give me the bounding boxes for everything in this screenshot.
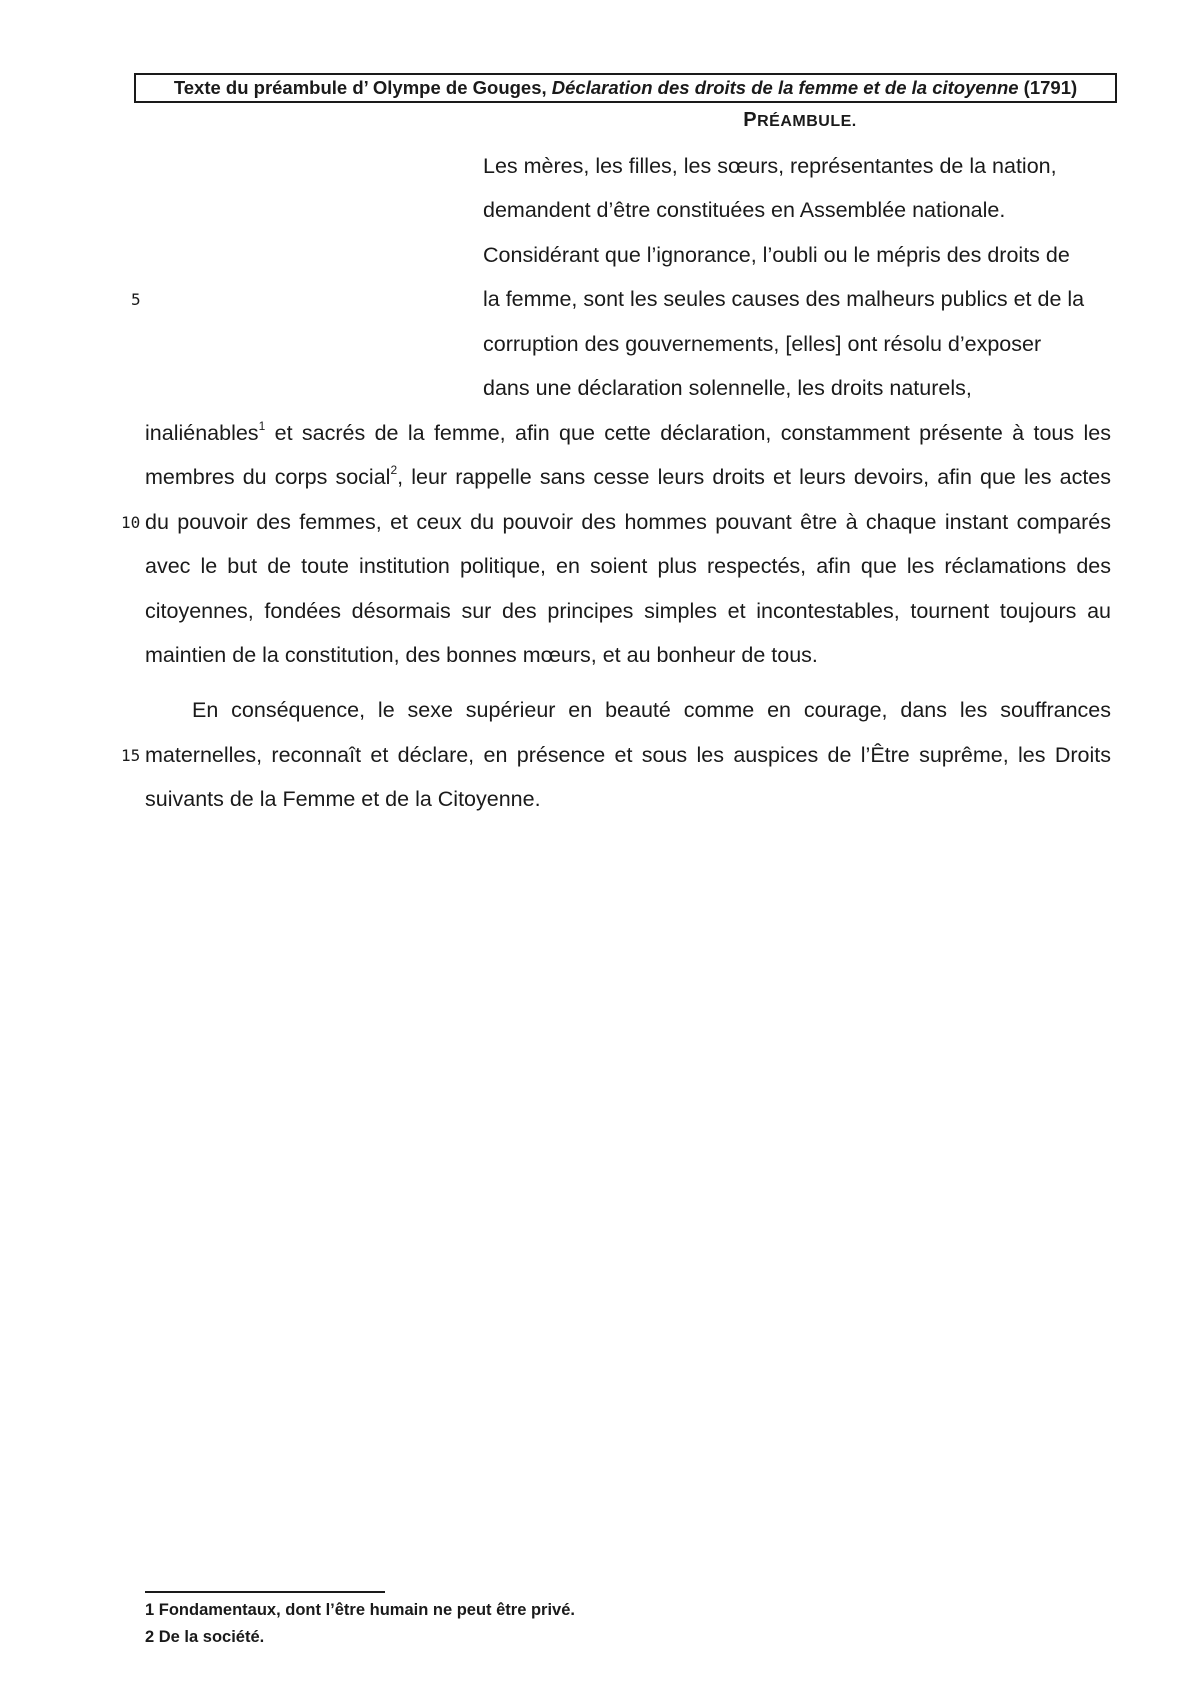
text-line: maintien de la constitution, des bonnes mœurs, et au bonheur de tous. — [145, 643, 818, 667]
text-line: inaliénables$^1$ et sacrés de la femme, afin que cette déclaration, constamment présente à tous les — [145, 418, 1111, 445]
footnote-ref: 1 — [258, 418, 266, 433]
title-work: Déclaration des droits de la femme et de la citoyenne — [551, 77, 1019, 98]
text-line: En conséquence, le sexe supérieur en beauté comme en courage, dans les souffrances — [192, 698, 1111, 722]
text-line: avec le but de toute institution politique, en soient plus respectés, afin que les réclamations des — [145, 554, 1111, 578]
text-line: suivants de la Femme et de la Citoyenne. — [145, 787, 541, 811]
line-number: 5 — [131, 290, 141, 309]
text-line: corruption des gouvernements, [elles] ont résolu d’exposer — [483, 332, 1042, 356]
text-line: Les mères, les filles, les sœurs, représentantes de la nation, — [483, 154, 1057, 178]
text-line: du pouvoir des femmes, et ceux du pouvoir des hommes pouvant être à chaque instant comparés — [145, 510, 1111, 534]
footnote: 2 De la société. — [145, 1628, 265, 1646]
text-line: maternelles, reconnaît et déclare, en présence et sous les auspices de l’Être suprême, les Droits — [145, 743, 1111, 767]
text-line: la femme, sont les seules causes des malheurs publics et de la — [483, 287, 1085, 311]
text-line: Considérant que l’ignorance, l’oubli ou le mépris des droits de — [483, 243, 1070, 267]
text-line: membres du corps social$^2$, leur rappelle sans cesse leurs droits et leurs devoirs, afin que les actes — [145, 462, 1112, 489]
title-date: (1791) — [1018, 77, 1078, 98]
text-line: dans une déclaration solennelle, les droits naturels, — [483, 376, 972, 400]
text-line: demandent d’être constituées en Assemblée nationale. — [483, 198, 1006, 222]
line-number: 15 — [121, 746, 141, 765]
title-prefix: Texte du préambule d’ Olympe de Gouges, — [173, 77, 552, 98]
document-title-box — [134, 73, 1117, 103]
line-number: 10 — [121, 513, 141, 532]
section-heading: PRÉAMBULE. — [743, 109, 857, 131]
footnote-separator — [145, 1591, 385, 1593]
text-line: citoyennes, fondées désormais sur des principes simples et incontestables, tournent toujours au — [145, 599, 1111, 623]
footnote: 1 Fondamentaux, dont l’être humain ne peut être privé. — [145, 1601, 575, 1619]
footnote-ref: 2 — [390, 462, 398, 477]
